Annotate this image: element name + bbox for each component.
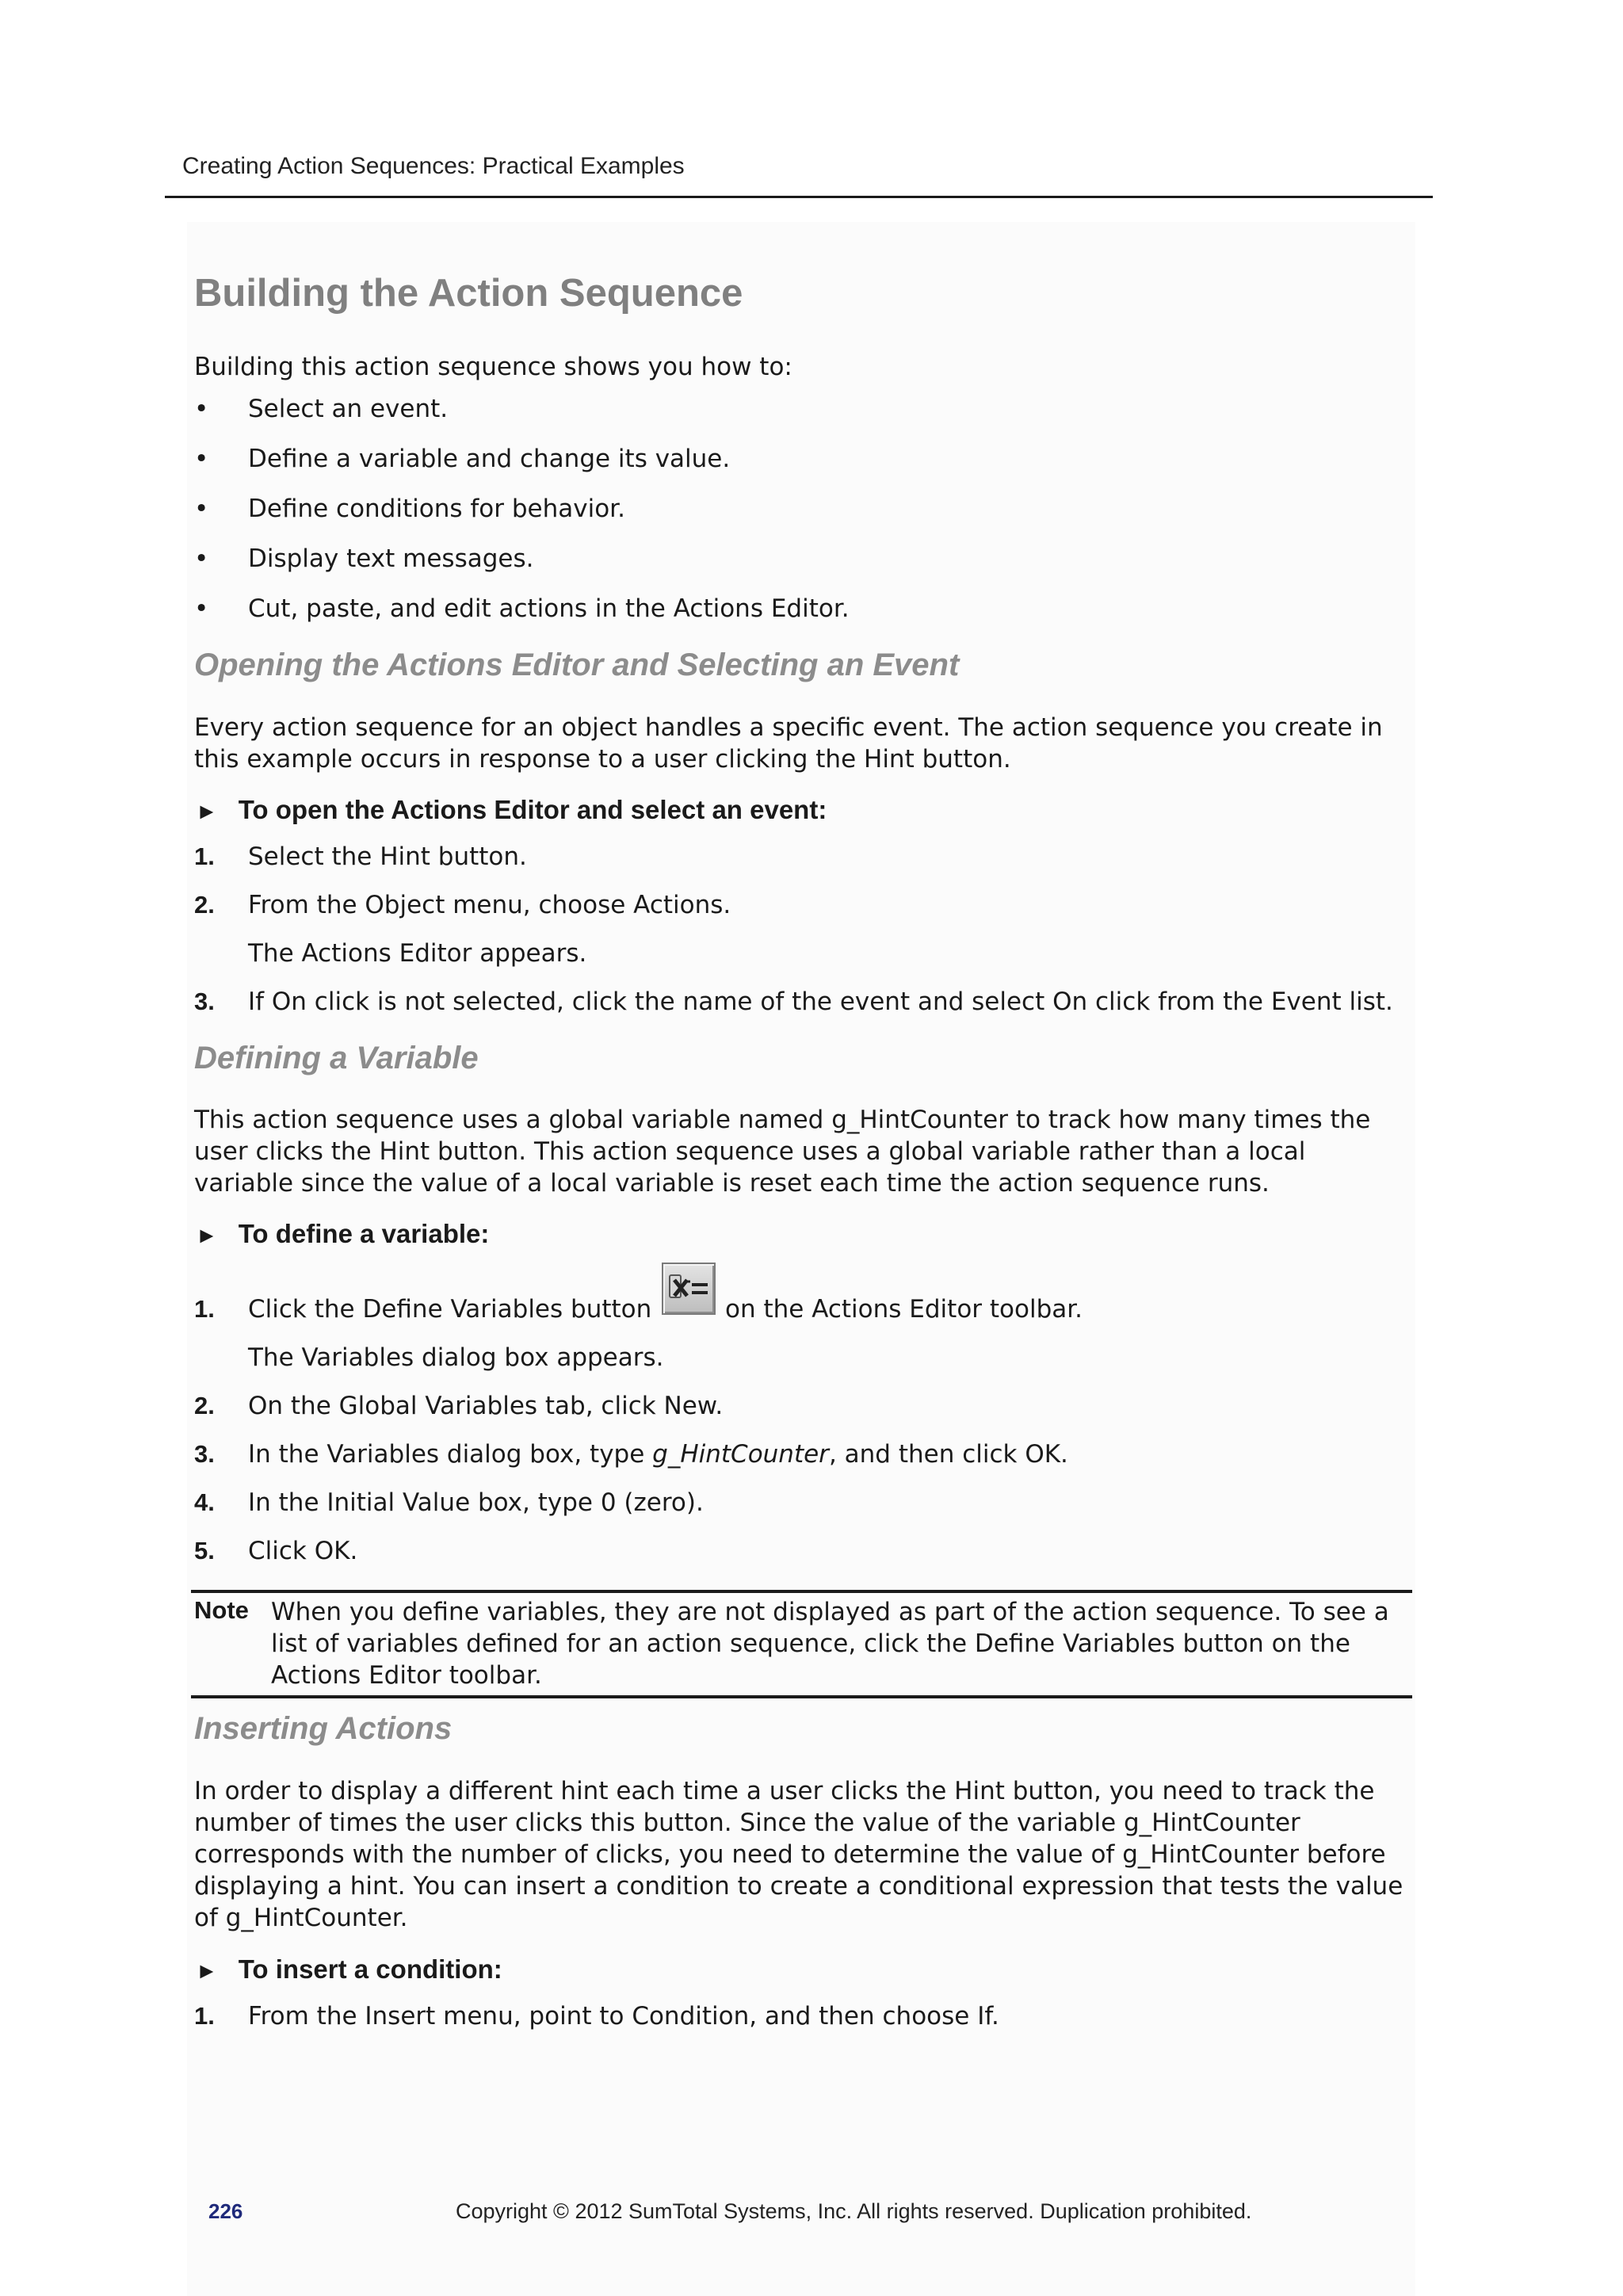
defining-para-line: This action sequence uses a global variable named g_HintCounter to track how many times the xyxy=(194,1106,1371,1134)
note-label: Note xyxy=(194,1596,249,1624)
section-intro: Building this action sequence shows you how to: xyxy=(194,353,792,381)
section-title: Building the Action Sequence xyxy=(194,272,743,315)
procedure-heading: ► To open the Actions Editor and select an event: xyxy=(196,795,827,824)
subsection-title-inserting: Inserting Actions xyxy=(194,1711,453,1746)
procedure-heading: ► To define a variable: xyxy=(196,1219,490,1248)
opening-para-line: Every action sequence for an object handles a specific event. The action sequence you create in xyxy=(194,713,1383,742)
page-number: 226 xyxy=(208,2199,243,2223)
defining-para-line: user clicks the Hint button. This action sequence uses a global variable rather than a local xyxy=(194,1137,1306,1166)
bullet-icon: • xyxy=(194,445,209,473)
bullet-icon: • xyxy=(194,495,209,523)
inserting-para-line: corresponds with the number of clicks, you need to determine the value of g_HintCounter before xyxy=(194,1840,1386,1869)
define-variables-button[interactable] xyxy=(662,1263,716,1315)
bullet-icon: • xyxy=(194,395,209,423)
inserting-para-line: number of times the user clicks this button. Since the value of the variable g_HintCounter xyxy=(194,1809,1300,1837)
opening-para-line: this example occurs in response to a user clicking the Hint button. xyxy=(194,745,1011,774)
note-top-rule xyxy=(191,1590,1412,1593)
procedure-arrow-icon: ► xyxy=(196,1958,218,1983)
inserting-para-line: of g_HintCounter. xyxy=(194,1904,408,1932)
variable-name: g_HintCounter xyxy=(652,1440,829,1469)
note-bottom-rule xyxy=(191,1695,1412,1698)
bullet-icon: • xyxy=(194,594,209,623)
note-text: When you define variables, they are not displayed as part of the action sequence. To see a list of variables defined for an action sequence, click the Define Variables button on the Actions Editor toolbar. xyxy=(271,1598,1389,1690)
define-variables-icon xyxy=(668,1270,711,1308)
content-background xyxy=(187,222,1415,2296)
procedure-arrow-icon: ► xyxy=(196,1223,218,1247)
bullet-icon: • xyxy=(194,544,209,573)
header-rule xyxy=(165,196,1433,198)
running-header: Creating Action Sequences: Practical Examples xyxy=(182,153,685,179)
inserting-para-line: displaying a hint. You can insert a condition to create a conditional expression that tests the value xyxy=(194,1872,1403,1901)
inserting-para-line: In order to display a different hint each time a user clicks the Hint button, you need to track the xyxy=(194,1777,1375,1805)
copyright-notice: Copyright © 2012 SumTotal Systems, Inc. All rights reserved. Duplication prohibited. xyxy=(456,2199,1252,2223)
subsection-title-opening: Opening the Actions Editor and Selecting an Event xyxy=(194,648,960,682)
defining-para-line: variable since the value of a local variable is reset each time the action sequence runs. xyxy=(194,1169,1270,1198)
procedure-heading: ► To insert a condition: xyxy=(196,1954,502,1984)
procedure-arrow-icon: ► xyxy=(196,799,218,823)
subsection-title-defining: Defining a Variable xyxy=(194,1041,479,1075)
